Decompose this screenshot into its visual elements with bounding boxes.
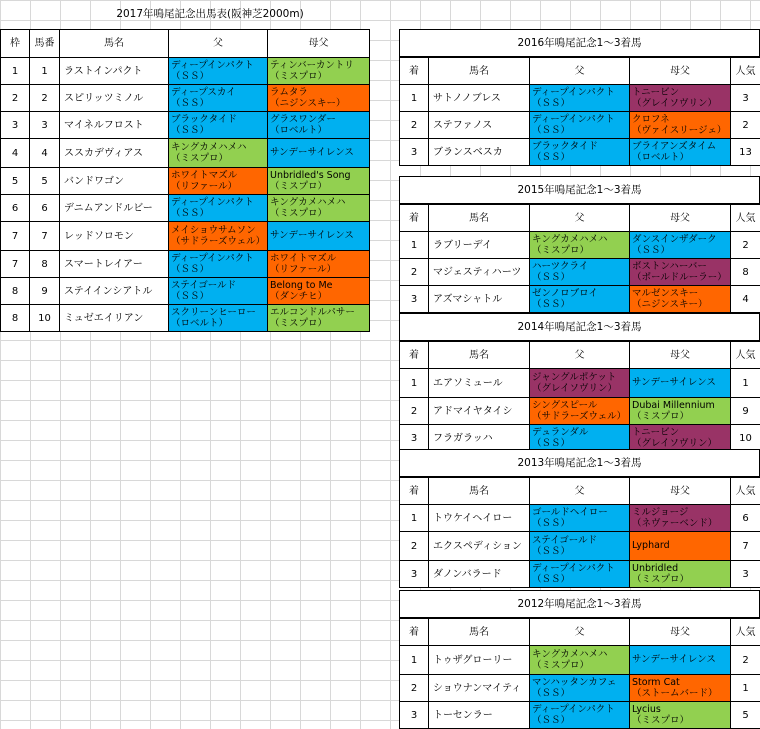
- sire-cell: [530, 675, 630, 702]
- umaban-cell: 6: [30, 195, 60, 222]
- sire-cell-line: （ＳＳ）: [532, 299, 571, 310]
- entry-row[interactable]: [1, 58, 370, 85]
- sire-cell: [530, 232, 630, 259]
- sire-cell: [530, 85, 630, 112]
- sire-cell-line: （ＳＳ）: [532, 546, 571, 557]
- dam-sire-cell: [268, 195, 370, 222]
- sire-cell: [530, 112, 630, 139]
- header-waku: 枠: [1, 30, 30, 58]
- dam-sire-cell-line: トニービン: [632, 87, 680, 98]
- results-header-row: [400, 478, 760, 505]
- sire-cell-line: マンハッタンカフェ: [532, 677, 617, 688]
- result-row[interactable]: [400, 675, 760, 702]
- header-rank: 着: [400, 205, 429, 232]
- dam-sire-cell-line: マルゼンスキー: [632, 288, 699, 299]
- horse-name-cell: ステファノス: [429, 112, 530, 139]
- sire-cell-line: ゴールドヘイロー: [532, 507, 608, 518]
- sire-cell-line: （ＳＳ）: [532, 574, 571, 585]
- sire-cell: [169, 168, 268, 195]
- sire-cell: [169, 222, 268, 251]
- popularity-cell: 6: [731, 505, 760, 532]
- rank-cell: 3: [400, 561, 429, 588]
- sire-cell: [169, 112, 268, 139]
- sire-cell: [530, 561, 630, 588]
- waku-cell: 6: [1, 195, 30, 222]
- dam-sire-cell-line: （ストームバード）: [632, 688, 718, 699]
- sire-cell-line: ハーツクライ: [532, 261, 589, 272]
- rank-cell: 1: [400, 369, 429, 398]
- header-name: 馬名: [429, 619, 530, 646]
- horse-name-cell: スマートレイアー: [60, 251, 169, 278]
- sire-cell: [530, 286, 630, 313]
- header-dam-sire: 母父: [630, 58, 731, 85]
- dam-sire-cell-line: （リファール）: [270, 264, 337, 275]
- header-name: 馬名: [60, 30, 169, 58]
- rank-cell: 3: [400, 139, 429, 166]
- header-popularity: 人気: [731, 58, 760, 85]
- dam-sire-cell-line: （ミスプロ）: [632, 574, 690, 585]
- header-popularity: 人気: [731, 205, 760, 232]
- results-header-row: [400, 342, 760, 369]
- sire-cell-line: メイショウサムソン: [171, 225, 256, 236]
- horse-name-cell: ステイインシアトル: [60, 278, 169, 305]
- horse-name-cell: エクスペディション: [429, 532, 530, 561]
- results-table: [399, 618, 760, 729]
- horse-name-cell: ラストインパクト: [60, 58, 169, 85]
- sire-cell-line: （ＳＳ）: [171, 291, 210, 302]
- umaban-cell: 4: [30, 139, 60, 168]
- dam-sire-cell: [630, 702, 731, 729]
- popularity-cell: 3: [731, 561, 760, 588]
- dam-sire-cell: [630, 398, 731, 425]
- popularity-cell: 2: [731, 112, 760, 139]
- popularity-cell: 4: [731, 286, 760, 313]
- result-row[interactable]: [400, 286, 760, 313]
- header-dam-sire: 母父: [630, 342, 731, 369]
- entry-row[interactable]: [1, 305, 370, 332]
- header-popularity: 人気: [731, 478, 760, 505]
- popularity-cell: 1: [731, 369, 760, 398]
- dam-sire-cell-line: （ロベルト）: [270, 125, 328, 136]
- horse-name-cell: マイネルフロスト: [60, 112, 169, 139]
- dam-sire-cell-line: Lycius: [632, 704, 661, 715]
- umaban-cell: 1: [30, 58, 60, 85]
- horse-name-cell: バンドワゴン: [60, 168, 169, 195]
- waku-cell: 1: [1, 58, 30, 85]
- dam-sire-cell: [630, 505, 731, 532]
- waku-cell: 7: [1, 222, 30, 251]
- rank-cell: 2: [400, 259, 429, 286]
- sire-cell-line: キングカメハメハ: [532, 649, 608, 660]
- sire-cell-line: ディープインパクト: [532, 87, 615, 98]
- dam-sire-cell: [630, 259, 731, 286]
- sire-cell-line: スクリーンヒーロー: [171, 307, 256, 318]
- dam-sire-cell-line: キングカメハメハ: [270, 197, 346, 208]
- popularity-cell: 7: [731, 532, 760, 561]
- dam-sire-cell-line: トニービン: [632, 427, 680, 438]
- dam-sire-cell-line: ティンバーカントリ: [270, 60, 354, 71]
- dam-sire-cell-line: （ネヴァーベンド）: [632, 518, 718, 529]
- sire-cell-line: （ＳＳ）: [171, 208, 210, 219]
- sire-cell-line: ディープインパクト: [532, 114, 615, 125]
- sire-cell: [530, 369, 630, 398]
- waku-cell: 5: [1, 168, 30, 195]
- sire-cell: [530, 532, 630, 561]
- horse-name-cell: ススカデヴィアス: [60, 139, 169, 168]
- sire-cell: [169, 85, 268, 112]
- dam-sire-cell-line: （グレイソヴリン）: [632, 438, 718, 449]
- horse-name-cell: エアソミュール: [429, 369, 530, 398]
- dam-sire-cell: [268, 139, 370, 168]
- entry-row[interactable]: [1, 222, 370, 251]
- sire-cell-line: （サドラーズウェル）: [171, 236, 266, 247]
- sire-cell-line: （ＳＳ）: [532, 715, 571, 726]
- result-row[interactable]: [400, 85, 760, 112]
- horse-name-cell: フラガラッハ: [429, 425, 530, 452]
- result-row[interactable]: [400, 259, 760, 286]
- dam-sire-cell: [268, 58, 370, 85]
- header-name: 馬名: [429, 478, 530, 505]
- dam-sire-cell-line: ミルジョージ: [632, 507, 689, 518]
- sire-cell-line: ステイゴールド: [532, 535, 598, 546]
- result-row[interactable]: [400, 425, 760, 452]
- horse-name-cell: マジェスティハーツ: [429, 259, 530, 286]
- horse-name-cell: トーセンラー: [429, 702, 530, 729]
- sire-cell-line: （ＳＳ）: [532, 688, 571, 699]
- section-title: 2013年鳴尾記念1～3着馬: [399, 449, 760, 477]
- dam-sire-cell-line: ダンスインザダーク: [632, 234, 717, 245]
- results-header-row: [400, 619, 760, 646]
- section-title: 2012年鳴尾記念1～3着馬: [399, 590, 760, 618]
- sire-cell-line: ディープインパクト: [171, 253, 254, 264]
- entry-row[interactable]: [1, 251, 370, 278]
- umaban-cell: 8: [30, 251, 60, 278]
- header-dam-sire: 母父: [630, 205, 731, 232]
- dam-sire-cell-line: （ニジンスキー）: [270, 98, 346, 109]
- header-name: 馬名: [429, 205, 530, 232]
- result-row[interactable]: [400, 646, 760, 675]
- header-popularity: 人気: [731, 619, 760, 646]
- popularity-cell: 10: [731, 425, 760, 452]
- sire-cell: [530, 702, 630, 729]
- rank-cell: 1: [400, 232, 429, 259]
- sire-cell: [169, 139, 268, 168]
- waku-cell: 4: [1, 139, 30, 168]
- dam-sire-cell: [630, 646, 731, 675]
- dam-sire-cell-line: サンデーサイレンス: [270, 147, 354, 158]
- result-row[interactable]: [400, 369, 760, 398]
- dam-sire-cell: [268, 251, 370, 278]
- sire-cell-line: （ＳＳ）: [532, 98, 571, 109]
- sire-cell-line: ディープインパクト: [171, 60, 254, 71]
- dam-sire-cell: [268, 222, 370, 251]
- umaban-cell: 9: [30, 278, 60, 305]
- entry-row[interactable]: [1, 168, 370, 195]
- dam-sire-cell: [268, 85, 370, 112]
- umaban-cell: 7: [30, 222, 60, 251]
- dam-sire-cell-line: サンデーサイレンス: [270, 230, 354, 241]
- sire-cell-line: （ミスプロ）: [532, 245, 590, 256]
- sire-cell-line: （ＳＳ）: [532, 518, 571, 529]
- result-row[interactable]: [400, 232, 760, 259]
- dam-sire-cell: [630, 675, 731, 702]
- dam-sire-cell: [630, 85, 731, 112]
- entry-row[interactable]: [1, 278, 370, 305]
- dam-sire-cell-line: ボストンハーバー: [632, 261, 707, 272]
- horse-name-cell: ラブリーデイ: [429, 232, 530, 259]
- dam-sire-cell: [268, 112, 370, 139]
- dam-sire-cell-line: グラスワンダー: [270, 114, 336, 125]
- waku-cell: 8: [1, 305, 30, 332]
- dam-sire-cell-line: （ミスプロ）: [270, 71, 328, 82]
- waku-cell: 7: [1, 251, 30, 278]
- header-rank: 着: [400, 342, 429, 369]
- horse-name-cell: アズマシャトル: [429, 286, 530, 313]
- umaban-cell: 2: [30, 85, 60, 112]
- header-name: 馬名: [429, 58, 530, 85]
- sire-cell-line: （リファール）: [171, 181, 238, 192]
- header-sire: 父: [169, 30, 268, 58]
- rank-cell: 1: [400, 85, 429, 112]
- dam-sire-cell-line: （ミスプロ）: [270, 181, 328, 192]
- dam-sire-cell: [630, 139, 731, 166]
- dam-sire-cell: [268, 278, 370, 305]
- entry-row[interactable]: [1, 85, 370, 112]
- dam-sire-cell-line: （ミスプロ）: [270, 318, 328, 329]
- dam-sire-cell: [268, 305, 370, 332]
- popularity-cell: 8: [731, 259, 760, 286]
- sire-cell: [530, 646, 630, 675]
- entries-table: [0, 29, 370, 332]
- sire-cell: [169, 305, 268, 332]
- waku-cell: 8: [1, 278, 30, 305]
- rank-cell: 2: [400, 398, 429, 425]
- dam-sire-cell-line: （ミスプロ）: [270, 208, 328, 219]
- sire-cell-line: ディープスカイ: [171, 87, 236, 98]
- section-title: 2014年鳴尾記念1～3着馬: [399, 313, 760, 341]
- header-popularity: 人気: [731, 342, 760, 369]
- umaban-cell: 5: [30, 168, 60, 195]
- sire-cell-line: （ミスプロ）: [532, 660, 590, 671]
- horse-name-cell: サトノノブレス: [429, 85, 530, 112]
- dam-sire-cell: [630, 369, 731, 398]
- rank-cell: 2: [400, 112, 429, 139]
- sire-cell-line: （ＳＳ）: [171, 98, 210, 109]
- rank-cell: 1: [400, 505, 429, 532]
- horse-name-cell: ミュゼエイリアン: [60, 305, 169, 332]
- dam-sire-cell-line: サンデーサイレンス: [632, 654, 716, 665]
- sire-cell-line: （ＳＳ）: [532, 438, 571, 449]
- dam-sire-cell-line: Lyphard: [632, 540, 670, 551]
- sire-cell: [169, 195, 268, 222]
- header-sire: 父: [530, 619, 630, 646]
- horse-name-cell: ショウナンマイティ: [429, 675, 530, 702]
- sire-cell-line: （サドラーズウェル）: [532, 411, 627, 422]
- sire-cell-line: （ＳＳ）: [171, 125, 210, 136]
- popularity-cell: 2: [731, 646, 760, 675]
- horse-name-cell: ダノンバラード: [429, 561, 530, 588]
- header-rank: 着: [400, 58, 429, 85]
- header-sire: 父: [530, 205, 630, 232]
- dam-sire-cell-line: クロフネ: [632, 114, 670, 125]
- sire-cell: [169, 278, 268, 305]
- sire-cell-line: キングカメハメハ: [532, 234, 608, 245]
- results-table: [399, 57, 760, 166]
- sire-cell-line: ブラックタイド: [171, 114, 237, 125]
- section-title: 2015年鳴尾記念1～3着馬: [399, 176, 760, 204]
- result-row[interactable]: [400, 702, 760, 729]
- dam-sire-cell: [630, 561, 731, 588]
- sire-cell-line: （ＳＳ）: [532, 125, 571, 136]
- sire-cell-line: （ＳＳ）: [532, 272, 571, 283]
- results-table: [399, 341, 760, 452]
- entry-row[interactable]: [1, 195, 370, 222]
- sire-cell-line: （グレイソヴリン）: [532, 383, 618, 394]
- result-row[interactable]: [400, 398, 760, 425]
- dam-sire-cell-line: Storm Cat: [632, 677, 680, 688]
- sire-cell-line: ブラックタイド: [532, 141, 598, 152]
- dam-sire-cell: [630, 532, 731, 561]
- dam-sire-cell-line: Belong to Me: [270, 280, 333, 291]
- sire-cell-line: ディープインパクト: [532, 563, 615, 574]
- popularity-cell: 5: [731, 702, 760, 729]
- sire-cell: [530, 425, 630, 452]
- sire-cell-line: ジャングルポケット: [532, 372, 617, 383]
- header-name: 馬名: [429, 342, 530, 369]
- result-row[interactable]: [400, 139, 760, 166]
- horse-name-cell: レッドソロモン: [60, 222, 169, 251]
- result-row[interactable]: [400, 112, 760, 139]
- dam-sire-cell-line: （グレイソヴリン）: [632, 98, 718, 109]
- horse-name-cell: トゥザグローリー: [429, 646, 530, 675]
- header-rank: 着: [400, 478, 429, 505]
- dam-sire-cell: [630, 286, 731, 313]
- sire-cell-line: （ＳＳ）: [532, 152, 571, 163]
- section-title: 2016年鳴尾記念1～3着馬: [399, 29, 760, 57]
- popularity-cell: 3: [731, 85, 760, 112]
- dam-sire-cell: [268, 168, 370, 195]
- dam-sire-cell-line: （ミスプロ）: [632, 715, 690, 726]
- dam-sire-cell: [630, 112, 731, 139]
- dam-sire-cell-line: サンデーサイレンス: [632, 377, 716, 388]
- header-sire: 父: [530, 342, 630, 369]
- header-umaban: 馬番: [30, 30, 60, 58]
- dam-sire-cell-line: （ボールドルーラー）: [632, 272, 727, 283]
- sire-cell-line: ステイゴールド: [171, 280, 237, 291]
- horse-name-cell: トウケイヘイロー: [429, 505, 530, 532]
- rank-cell: 3: [400, 702, 429, 729]
- sire-cell-line: ホワイトマズル: [171, 170, 238, 181]
- dam-sire-cell-line: Dubai Millennium: [632, 400, 715, 411]
- sire-cell-line: ディープインパクト: [532, 704, 615, 715]
- umaban-cell: 10: [30, 305, 60, 332]
- dam-sire-cell-line: Unbridled's Song: [270, 170, 351, 181]
- rank-cell: 3: [400, 425, 429, 452]
- header-dam-sire: 母父: [630, 619, 731, 646]
- dam-sire-cell-line: （ダンチヒ）: [270, 291, 328, 302]
- horse-name-cell: デニムアンドルビー: [60, 195, 169, 222]
- rank-cell: 1: [400, 646, 429, 675]
- rank-cell: 2: [400, 675, 429, 702]
- sire-cell-line: キングカメハメハ: [171, 142, 247, 153]
- waku-cell: 3: [1, 112, 30, 139]
- sire-cell: [530, 139, 630, 166]
- sire-cell-line: ディープインパクト: [171, 197, 254, 208]
- umaban-cell: 3: [30, 112, 60, 139]
- horse-name-cell: スピリッツミノル: [60, 85, 169, 112]
- rank-cell: 2: [400, 532, 429, 561]
- popularity-cell: 2: [731, 232, 760, 259]
- result-row[interactable]: [400, 561, 760, 588]
- dam-sire-cell-line: Unbridled: [632, 563, 679, 574]
- header-sire: 父: [530, 58, 630, 85]
- dam-sire-cell-line: （ＳＳ）: [632, 245, 671, 256]
- dam-sire-cell-line: ラムタラ: [270, 87, 308, 98]
- sire-cell-line: （ＳＳ）: [171, 71, 210, 82]
- dam-sire-cell: [630, 232, 731, 259]
- dam-sire-cell: [630, 425, 731, 452]
- sire-cell: [530, 398, 630, 425]
- sire-cell: [169, 251, 268, 278]
- popularity-cell: 9: [731, 398, 760, 425]
- result-row[interactable]: [400, 505, 760, 532]
- header-dam-sire: 母父: [630, 478, 731, 505]
- sire-cell-line: （ＳＳ）: [171, 264, 210, 275]
- rank-cell: 3: [400, 286, 429, 313]
- sire-cell: [530, 259, 630, 286]
- sire-cell-line: （ロベルト）: [171, 318, 229, 329]
- sire-cell-line: デュランダル: [532, 427, 589, 438]
- result-row[interactable]: [400, 532, 760, 561]
- dam-sire-cell-line: （ロベルト）: [632, 152, 690, 163]
- horse-name-cell: アドマイヤタイシ: [429, 398, 530, 425]
- entries-header-row: [1, 30, 370, 58]
- header-dam-sire: 母父: [268, 30, 370, 58]
- sire-cell-line: （ミスプロ）: [171, 153, 229, 164]
- sire-cell: [530, 505, 630, 532]
- sire-cell: [169, 58, 268, 85]
- results-table: [399, 477, 760, 588]
- sire-cell-line: ゼンノロブロイ: [532, 288, 598, 299]
- dam-sire-cell-line: （ヴァイスリージェ）: [632, 125, 727, 136]
- sire-cell-line: シングスピール: [532, 400, 598, 411]
- popularity-cell: 13: [731, 139, 760, 166]
- dam-sire-cell-line: ホワイトマズル: [270, 253, 337, 264]
- entry-row[interactable]: [1, 139, 370, 168]
- horse-name-cell: ブランスベスカ: [429, 139, 530, 166]
- waku-cell: 2: [1, 85, 30, 112]
- results-header-row: [400, 205, 760, 232]
- dam-sire-cell-line: ブライアンズタイム: [632, 141, 717, 152]
- dam-sire-cell-line: （ミスプロ）: [632, 411, 690, 422]
- popularity-cell: 1: [731, 675, 760, 702]
- results-table: [399, 204, 760, 313]
- header-rank: 着: [400, 619, 429, 646]
- dam-sire-cell-line: エルコンドルパサー: [270, 307, 355, 318]
- page-title: 2017年鳴尾記念出馬表(阪神芝2000m): [116, 8, 304, 20]
- entry-row[interactable]: [1, 112, 370, 139]
- dam-sire-cell-line: （ニジンスキー）: [632, 299, 708, 310]
- header-sire: 父: [530, 478, 630, 505]
- results-header-row: [400, 58, 760, 85]
